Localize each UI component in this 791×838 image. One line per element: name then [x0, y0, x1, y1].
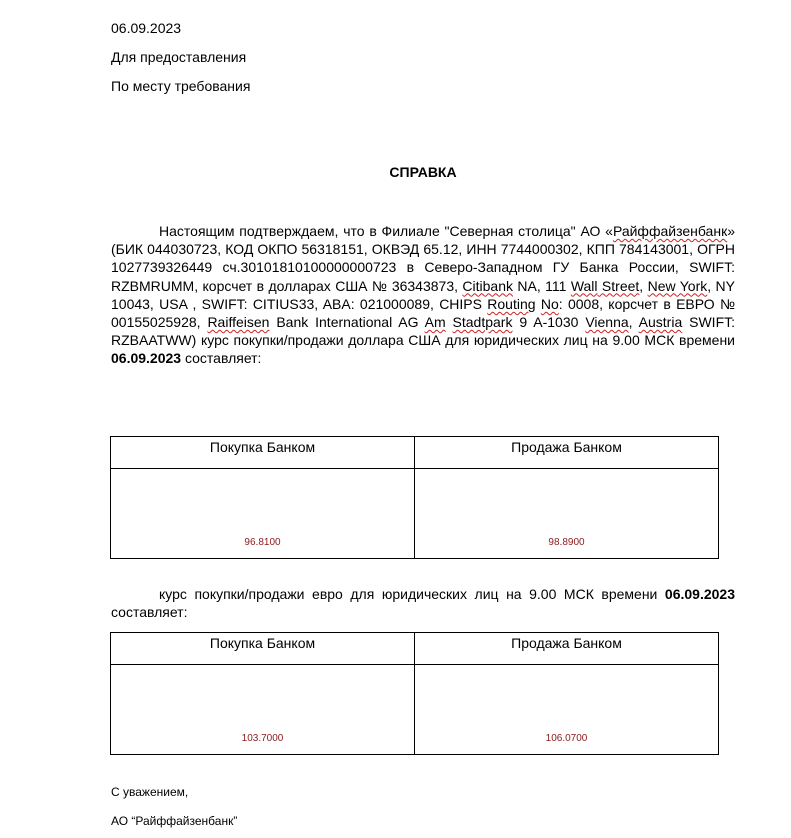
- regards-line: С уважением,: [111, 785, 189, 799]
- purpose-line: Для предоставления: [111, 49, 247, 65]
- eur-buy-cell: [111, 665, 415, 755]
- document-date: 06.09.2023: [111, 20, 182, 36]
- usd-buy-cell: [111, 469, 415, 559]
- usd-sell-value: 98.8900: [548, 537, 585, 548]
- usd-sell-header: Продажа Банком: [415, 437, 719, 469]
- eur-sell-header: Продажа Банком: [415, 633, 719, 665]
- signoff-company: АО “Райффайзенбанк”: [111, 814, 238, 828]
- eur-rates-table: [110, 632, 719, 755]
- usd-buy-value: 96.8100: [244, 537, 281, 548]
- eur-buy-value: 103.7000: [241, 733, 284, 744]
- usd-sell-cell: [415, 469, 719, 559]
- eur-paragraph: курс покупки/продажи евро для юридических лиц на 9.00 МСК времени 06.09.2023 составляет:: [111, 586, 735, 621]
- usd-buy-header: Покупка Банком: [111, 437, 415, 469]
- eur-sell-value: 106.0700: [545, 733, 588, 744]
- destination-line: По месту требования: [111, 78, 251, 94]
- document-title: СПРАВКА: [389, 164, 457, 180]
- usd-rates-table: [110, 436, 719, 559]
- eur-buy-header: Покупка Банком: [111, 633, 415, 665]
- eur-sell-cell: [415, 665, 719, 755]
- main-paragraph: Настоящим подтверждаем, что в Филиале "Северная столица" АО «Райффайзенбанк» (БИК 044030723, КОД ОКПО 56318151, ОКВЭД 65.12, ИНН 7744000302, КПП 784143001, ОГРН 1027739326449 сч.30101810100000000723 в Северо-Западном ГУ Банка России, SWIFT: RZBMRUMM, корсчет в долларах США № 36343873, Citibank NA, 111 Wall Street, New York, NY 10043, USA , SWIFT: CITIUS33, ABA: 021000089, CHIPS Routing No: 0008, корсчет в ЕВРО № 00155025928, Raiffeisen Bank International AG Am Stadtpark 9 A-1030 Vienna, Austria SWIFT: RZBAATWW) курс покупки/продажи доллара США для юридических лиц на 9.00 МСК времени 06.09.2023 составляет:: [111, 223, 736, 367]
